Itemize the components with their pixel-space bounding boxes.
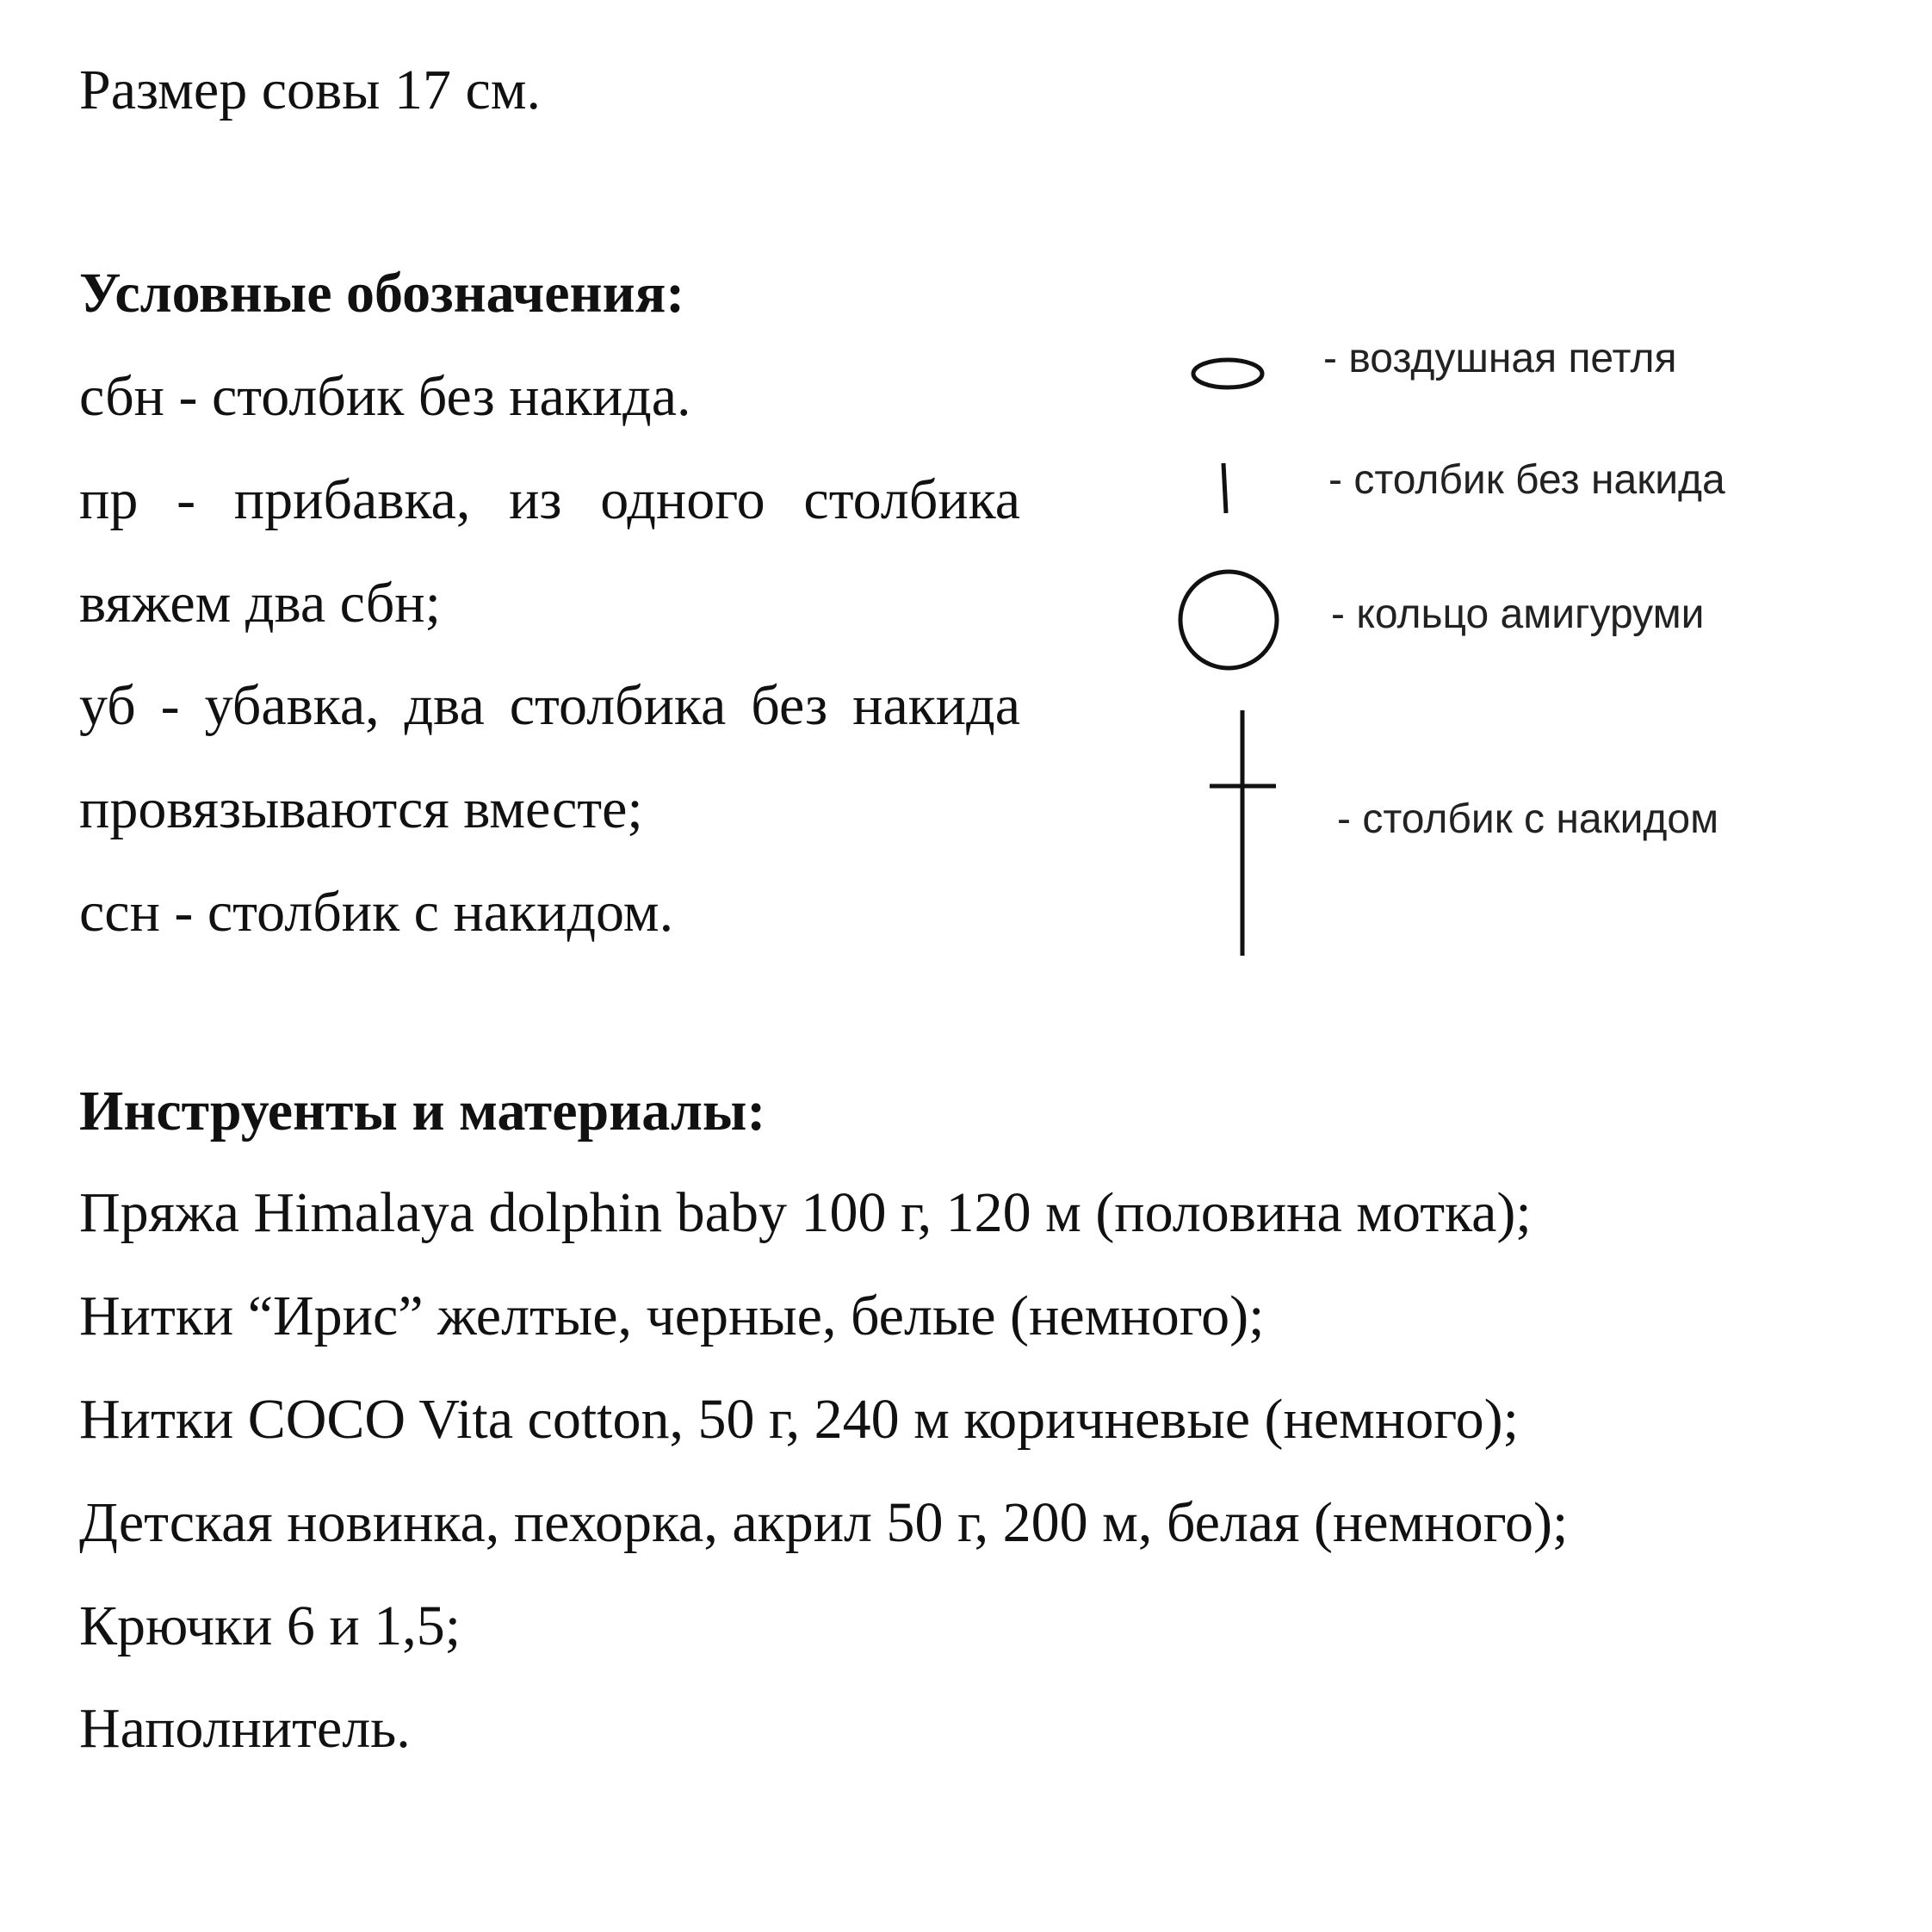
materials-item: Крючки 6 и 1,5; <box>79 1595 461 1657</box>
legend-heading: Условные обозначения: <box>79 262 685 325</box>
double-crochet-cross-icon <box>1210 710 1276 956</box>
materials-item: Нитки “Ирис” желтые, черные, белые (немного); <box>79 1285 1265 1347</box>
materials-item: Пряжа Himalaya dolphin baby 100 г, 120 м (половина мотка); <box>79 1181 1532 1244</box>
legend-line: уб - убавка, два столбика без накида <box>79 674 1020 737</box>
legend-line: ссн - столбик с накидом. <box>79 881 674 944</box>
symbol-label-single-crochet: - столбик без накида <box>1328 457 1725 503</box>
materials-item: Детская новинка, пехорка, акрил 50 г, 200 м, белая (немного); <box>79 1491 1569 1554</box>
size-line: Размер совы 17 см. <box>79 59 542 121</box>
single-crochet-stroke-icon <box>1223 463 1226 513</box>
legend-line: пр - прибавка, из одного столбика <box>79 468 1020 531</box>
materials-item: Наполнитель. <box>79 1697 411 1760</box>
symbol-label-magic-ring: - кольцо амигуруми <box>1331 591 1705 637</box>
chain-stitch-oval-icon <box>1193 360 1262 387</box>
legend-line: сбн - столбик без накида. <box>79 365 691 428</box>
symbol-label-chain: - воздушная петля <box>1323 336 1677 381</box>
magic-ring-circle-icon <box>1180 572 1277 668</box>
materials-item: Нитки COCO Vita cotton, 50 г, 240 м коричневые (немного); <box>79 1388 1519 1451</box>
legend-line: провязываются вместе; <box>79 777 643 840</box>
legend-line: вяжем два сбн; <box>79 572 441 635</box>
materials-heading: Инструенты и материалы: <box>79 1080 766 1142</box>
symbol-label-double-crochet: - столбик с накидом <box>1337 796 1719 842</box>
symbol-legend <box>1145 327 1317 999</box>
